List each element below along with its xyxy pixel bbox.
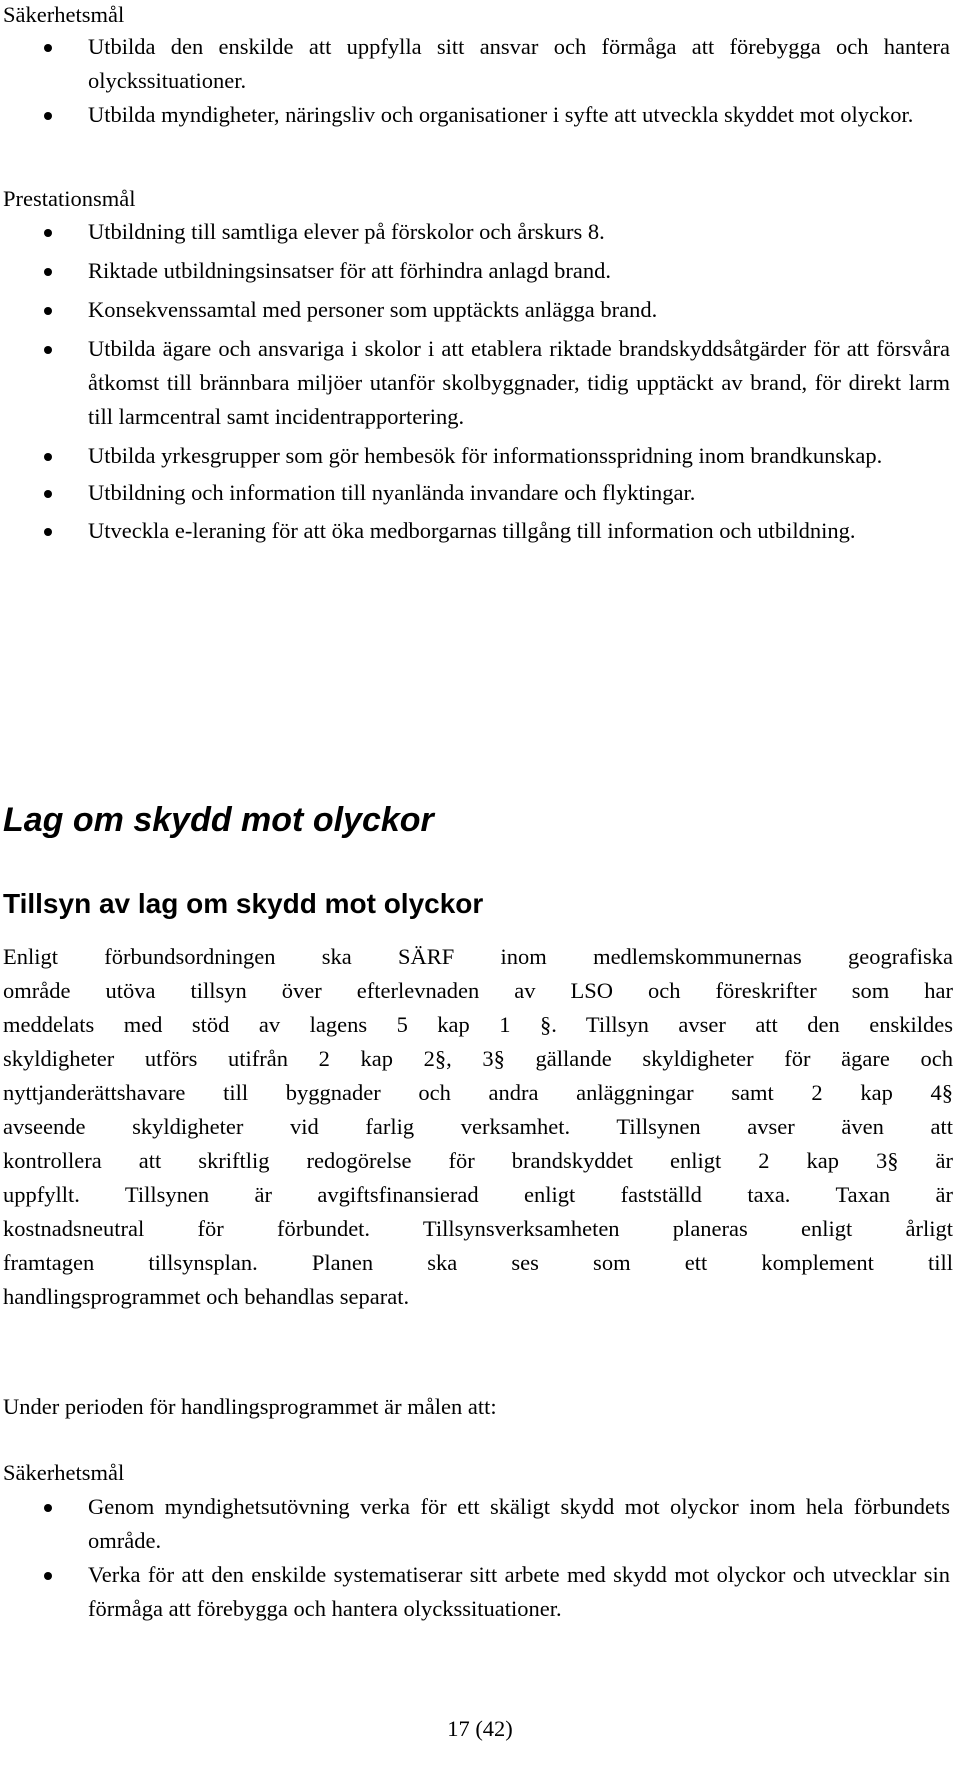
bullet-icon bbox=[44, 44, 52, 52]
bullet-icon bbox=[44, 229, 52, 237]
bullet-icon bbox=[44, 1504, 52, 1512]
paragraph-line: uppfyllt. Tillsynen är avgiftsfinansierad enligt fastställd taxa. Taxan är bbox=[3, 1182, 953, 1207]
paragraph-line: kontrollera att skriftlig redogörelse för brandskyddet enligt 2 kap 3§ är bbox=[3, 1148, 953, 1173]
bullet-icon bbox=[44, 112, 52, 120]
bullet-list-prestationsmal bbox=[0, 215, 950, 548]
bullet-icon bbox=[44, 1572, 52, 1580]
intro-line: Under perioden för handlingsprogrammet är målen att: bbox=[3, 1394, 497, 1419]
section-heading-sakerhetsmal: Säkerhetsmål bbox=[3, 2, 125, 27]
section-heading-prestationsmal: Prestationsmål bbox=[3, 186, 136, 211]
paragraph-line: avseende skyldigheter vid farlig verksamhet. Tillsynen avser även att bbox=[3, 1114, 953, 1139]
paragraph-line: handlingsprogrammet och behandlas separat. bbox=[3, 1284, 410, 1309]
main-heading: Lag om skydd mot olyckor bbox=[3, 801, 434, 839]
paragraph-line: skyldigheter utförs utifrån 2 kap 2§, 3§ gällande skyldigheter för ägare och bbox=[3, 1046, 953, 1071]
paragraph-line: kostnadsneutral för förbundet. Tillsynsverksamheten planeras enligt årligt bbox=[3, 1216, 953, 1241]
list-item: Verka för att den enskilde systematiserar sitt arbete med skydd mot olyckor och utvecklar sin förmåga att förebygga och hantera olyckssituationer. bbox=[0, 1558, 950, 1626]
list-item: Utbilda yrkesgrupper som gör hembesök för informationsspridning inom brandkunskap. bbox=[0, 439, 950, 473]
sub-heading: Tillsyn av lag om skydd mot olyckor bbox=[3, 888, 484, 919]
list-item: Utbilda ägare och ansvariga i skolor i att etablera riktade brandskyddsåtgärder för att försvåra åtkomst till brännbara miljöer utanför skolbyggnader, tidig upptäckt av brand, för direkt larm till larmcentral samt incidentrapportering. bbox=[0, 332, 950, 434]
list-item: Utveckla e-leraning för att öka medborgarnas tillgång till information och utbildning. bbox=[0, 514, 950, 548]
list-item: Utbildning till samtliga elever på förskolor och årskurs 8. bbox=[0, 215, 950, 249]
list-item: Konsekvenssamtal med personer som upptäckts anlägga brand. bbox=[0, 293, 950, 327]
bullet-icon bbox=[44, 528, 52, 536]
list-item: Riktade utbildningsinsatser för att förhindra anlagd brand. bbox=[0, 254, 950, 288]
list-item: Genom myndighetsutövning verka för ett skäligt skydd mot olyckor inom hela förbundets område. bbox=[0, 1490, 950, 1558]
page-number: 17 (42) bbox=[447, 1716, 513, 1741]
list-item: Utbilda den enskilde att uppfylla sitt ansvar och förmåga att förebygga och hantera olyckssituationer. bbox=[0, 30, 950, 98]
paragraph-line: nyttjanderättshavare till byggnader och andra anläggningar samt 2 kap 4§ bbox=[3, 1080, 953, 1105]
bullet-icon bbox=[44, 346, 52, 354]
paragraph-line: område utöva tillsyn över efterlevnaden av LSO och föreskrifter som har bbox=[3, 978, 953, 1003]
tillsyn-paragraph bbox=[3, 940, 953, 1314]
bullet-icon bbox=[44, 307, 52, 315]
bullet-icon bbox=[44, 268, 52, 276]
bullet-list-sakerhetsmal-2 bbox=[0, 1490, 950, 1626]
bullet-icon bbox=[44, 453, 52, 461]
list-item: Utbilda myndigheter, näringsliv och organisationer i syfte att utveckla skyddet mot olyckor. bbox=[0, 98, 950, 132]
section-heading-sakerhetsmal-2: Säkerhetsmål bbox=[3, 1460, 125, 1485]
bullet-icon bbox=[44, 490, 52, 498]
paragraph-line: meddelats med stöd av lagens 5 kap 1 §. Tillsyn avser att den enskildes bbox=[3, 1012, 953, 1037]
paragraph-line: Enligt förbundsordningen ska SÄRF inom medlemskommunernas geografiska bbox=[3, 944, 953, 969]
list-item: Utbildning och information till nyanlända invandare och flyktingar. bbox=[0, 476, 950, 510]
bullet-list-sakerhetsmal bbox=[0, 30, 950, 132]
paragraph-line: framtagen tillsynsplan. Planen ska ses som ett komplement till bbox=[3, 1250, 953, 1275]
